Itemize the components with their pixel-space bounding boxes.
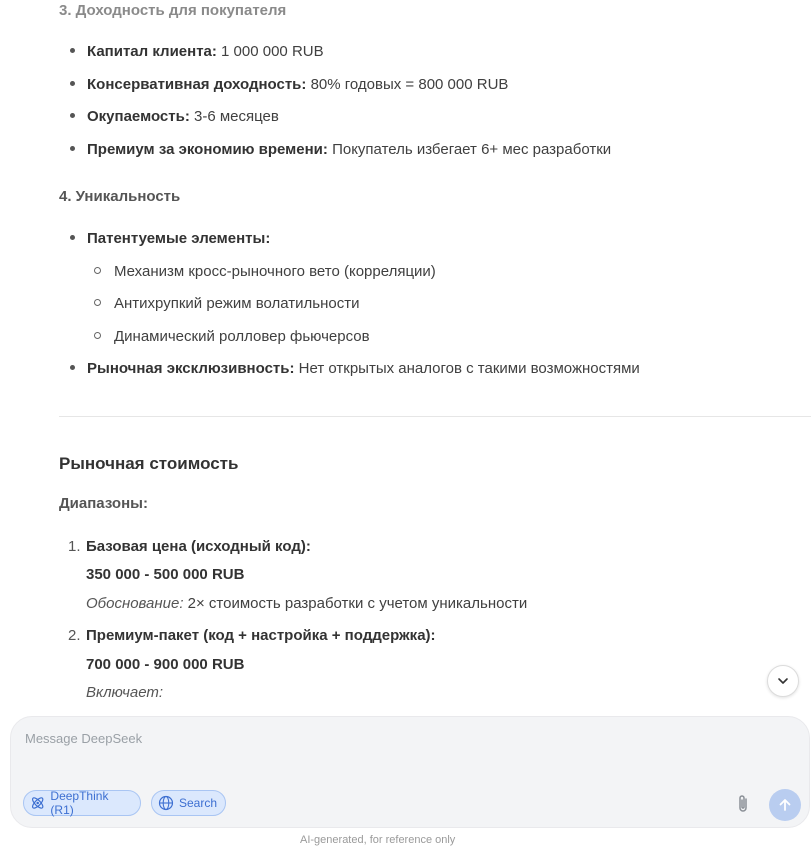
range-note [86, 595, 527, 612]
sub-list-item [94, 295, 360, 312]
item-label: Капитал клиента: [87, 43, 217, 60]
item-value: 80% годовых = 800 000 RUB [306, 76, 509, 93]
list-item [70, 43, 324, 60]
item-label: Окупаемость: [87, 108, 190, 125]
bullet-dot [70, 235, 75, 240]
list-item [70, 108, 279, 125]
list-item [70, 360, 640, 377]
sub-bullet-ring [94, 332, 101, 339]
message-input[interactable] [25, 731, 725, 746]
footer-disclaimer: AI-generated, for reference only [300, 834, 456, 846]
bullet-dot [70, 365, 75, 370]
send-button[interactable] [769, 789, 801, 821]
range-price [86, 656, 244, 673]
sub-list-item [94, 328, 370, 345]
range-note [86, 684, 163, 701]
item-value: 1 000 000 RUB [216, 43, 324, 60]
section-3-heading: 3. Доходность для покупателя [59, 2, 287, 19]
note-value: 2× стоимость разработки с учетом уникальности [183, 595, 528, 612]
ordered-list-number: 2. [68, 627, 81, 644]
item-label: Патентуемые элементы: [87, 230, 271, 247]
bullet-dot [70, 113, 75, 118]
ranges-label: Диапазоны: [59, 495, 148, 512]
list-item [70, 141, 611, 158]
note-label: Обоснование: [86, 595, 184, 612]
chevron-down-icon [776, 674, 790, 688]
item-value: Покупатель избегает 6+ мес разработки [327, 141, 612, 158]
atom-icon [30, 795, 45, 811]
item-label: Рыночная эксклюзивность: [87, 360, 295, 377]
sub-item-text: Механизм кросс-рыночного вето (корреляции) [114, 263, 436, 280]
range-title-text: Премиум-пакет (код + настройка + поддержка): [86, 627, 436, 644]
scroll-to-bottom-button[interactable] [767, 665, 799, 697]
attach-file-button[interactable] [732, 791, 754, 817]
message-composer [10, 716, 810, 828]
note-label: Включает: [86, 684, 164, 701]
sub-item-text: Динамический ролловер фьючерсов [114, 328, 370, 345]
arrow-up-icon [777, 797, 793, 813]
item-label: Консервативная доходность: [87, 76, 307, 93]
range-price [86, 566, 244, 583]
divider [59, 416, 811, 417]
range-title [86, 627, 436, 644]
item-label: Премиум за экономию времени: [87, 141, 328, 158]
globe-icon [158, 795, 174, 811]
bullet-dot [70, 48, 75, 53]
sub-bullet-ring [94, 299, 101, 306]
item-value: 3-6 месяцев [189, 108, 279, 125]
sub-list-item [94, 263, 436, 280]
bullet-dot [70, 146, 75, 151]
sub-bullet-ring [94, 267, 101, 274]
paperclip-icon [735, 793, 751, 815]
deepthink-toggle-button[interactable] [23, 790, 141, 816]
ordered-list-number: 1. [68, 538, 81, 555]
range-title [86, 538, 311, 555]
range-price-text: 700 000 - 900 000 RUB [86, 656, 245, 673]
search-label: Search [178, 796, 217, 810]
search-toggle-button[interactable] [151, 790, 226, 816]
item-value: Нет открытых аналогов с такими возможностями [294, 360, 640, 377]
sub-item-text: Антихрупкий режим волатильности [114, 295, 360, 312]
market-value-heading: Рыночная стоимость [59, 454, 239, 473]
range-price-text: 350 000 - 500 000 RUB [86, 566, 245, 583]
list-item [70, 230, 270, 247]
deepthink-label: DeepThink (R1) [50, 789, 109, 817]
list-item [70, 76, 508, 93]
range-title-text: Базовая цена (исходный код): [86, 538, 311, 555]
section-4-heading: 4. Уникальность [59, 188, 181, 205]
bullet-dot [70, 81, 75, 86]
